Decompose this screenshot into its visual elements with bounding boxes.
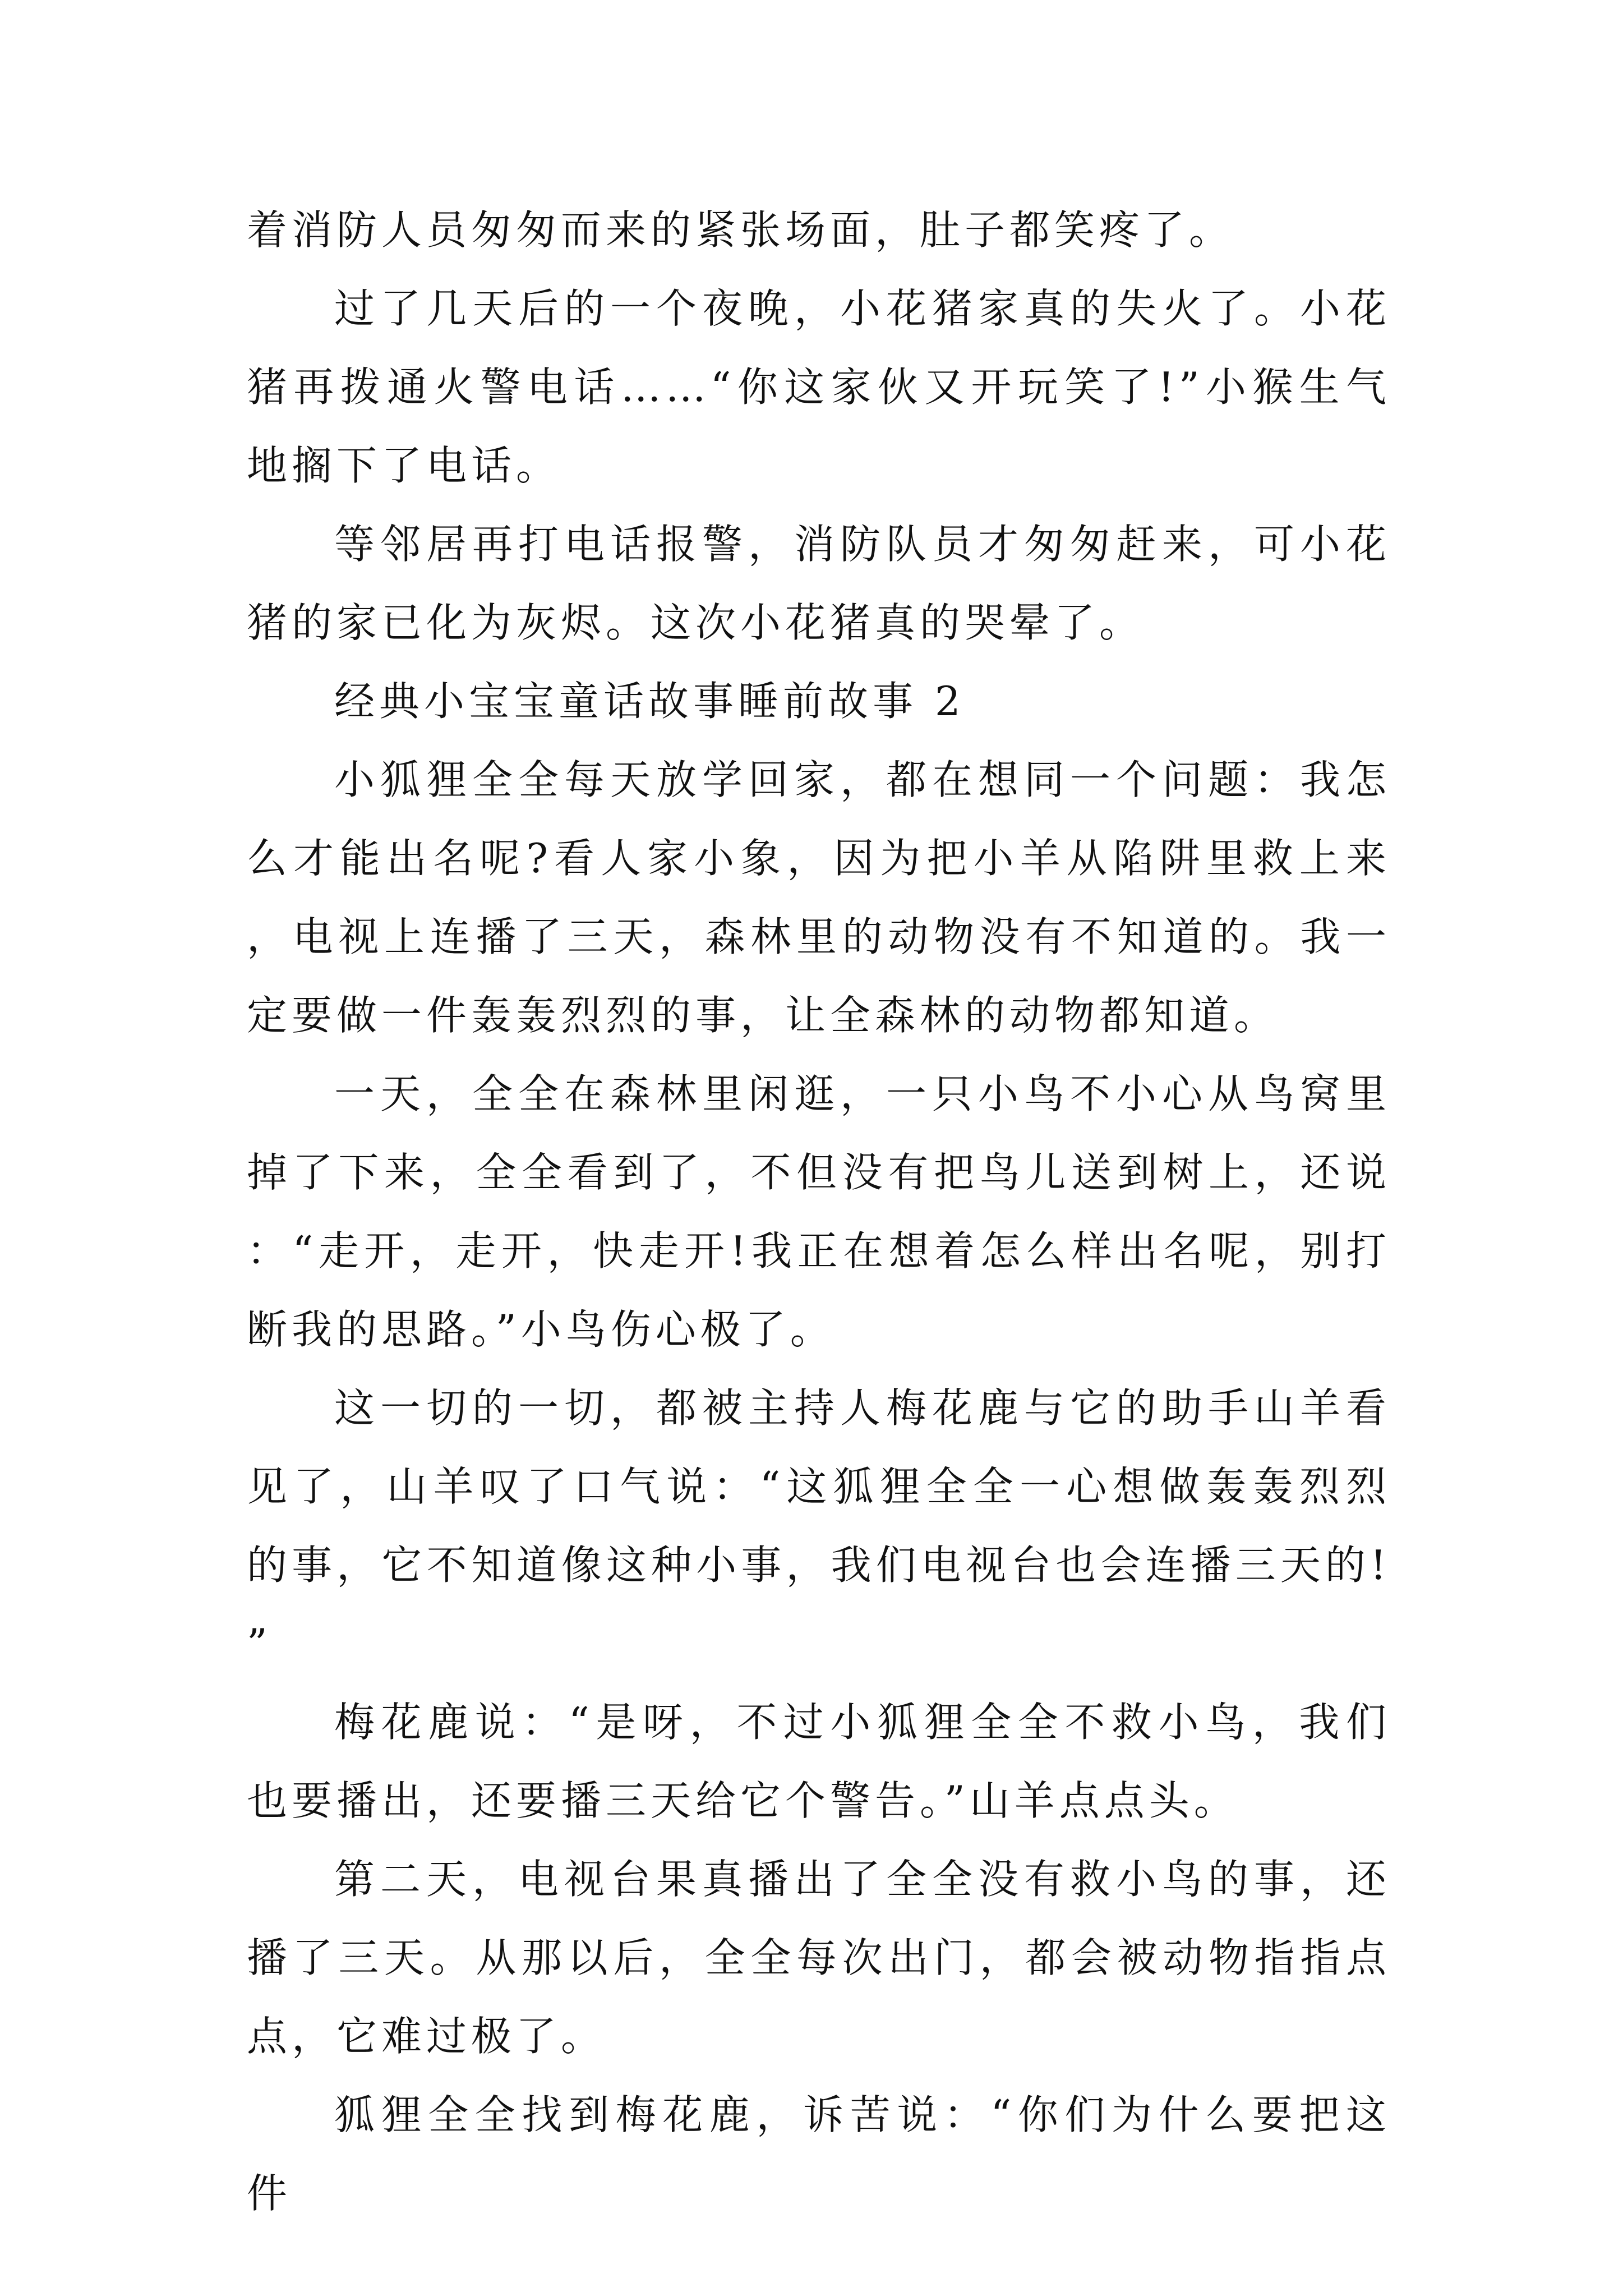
paragraph-fire: 过了几天后的一个夜晚，小花猪家真的失火了。小花猪再拨通火警电话……“你这家伙又开玩笑了!”小猴生气地搁下了电话。 bbox=[247, 285, 1391, 489]
paragraph-bird-falls: 一天，全全在森林里闲逛，一只小鸟不小心从鸟窝里掉了下来，全全看到了，不但没有把鸟儿送到树上，还说：“走开，走开，快走开!我正在想着怎么样出名呢，别打断我的思路。”小鸟伤心极了。 bbox=[247, 1070, 1391, 1353]
paragraph-continuation: 着消防人员匆匆而来的紧张场面，肚子都笑疼了。 bbox=[247, 206, 1234, 254]
paragraph-complaint: 狐狸全全找到梅花鹿，诉苦说：“你们为什么要把这件 bbox=[247, 2091, 1391, 2217]
paragraph-ashes: 等邻居再打电话报警，消防队员才匆匆赶来，可小花猪的家已化为灰烬。这次小花猪真的哭晕了。 bbox=[247, 521, 1391, 646]
paragraph-broadcast: 第二天，电视台果真播出了全全没有救小鸟的事，还播了三天。从那以后，全全每次出门，都会被动物指指点点，它难过极了。 bbox=[247, 1856, 1391, 2060]
document-body bbox=[247, 191, 1391, 2233]
paragraph-fox-fame: 小狐狸全全每天放学回家，都在想同一个问题：我怎么才能出名呢?看人家小象，因为把小羊从陷阱里救上来，电视上连播了三天，森林里的动物没有不知道的。我一定要做一件轰轰烈烈的事，让全森林的动物都知道。 bbox=[247, 756, 1391, 1039]
paragraph-goat-sigh: 这一切的一切，都被主持人梅花鹿与它的助手山羊看见了，山羊叹了口气说：“这狐狸全全一心想做轰轰烈烈的事，它不知道像这种小事，我们电视台也会连播三天的!” bbox=[247, 1384, 1391, 1667]
paragraph-deer-warning: 梅花鹿说：“是呀，不过小狐狸全全不救小鸟，我们也要播出，还要播三天给它个警告。”山羊点点头。 bbox=[247, 1699, 1391, 1824]
story-heading: 经典小宝宝童话故事睡前故事 2 bbox=[334, 678, 965, 725]
